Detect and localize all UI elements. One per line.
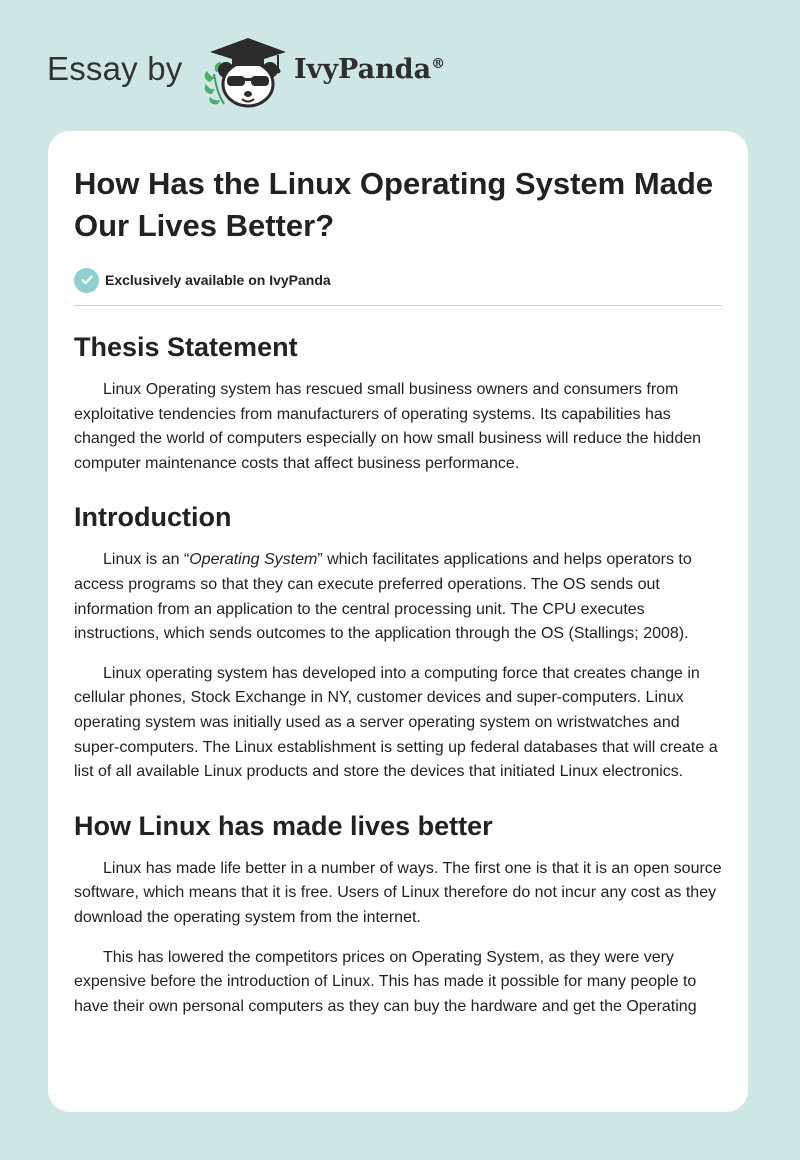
article-title: How Has the Linux Operating System Made Our Lives Better? — [74, 166, 714, 243]
ivypanda-logo-icon[interactable] — [202, 34, 292, 110]
checkmark-icon — [74, 268, 99, 293]
emphasis-text: Operating System — [189, 551, 318, 569]
paragraph: Linux Operating system has rescued small business owners and consumers from exploitative tendencies from manufacturers of operating systems. Its capabilities has changed the world of computers especially on how small business will reduce the hidden computer maintenance costs that affect business performance. — [74, 381, 702, 472]
brand-name[interactable]: IvyPanda® — [294, 54, 446, 85]
section-heading-linux-benefits: How Linux has made lives better — [74, 810, 493, 841]
paragraph: Linux has made life better in a number of ways. The first one is that it is an open source software, which means that it is free. Users of Linux therefore do not incur any cost as they download the operating system from the internet. — [74, 859, 722, 926]
paragraph: This has lowered the competitors prices on Operating System, as they were very expensive before the introduction of Linux. This has made it possible for many people to have their own personal computers as they can buy the hardware and get the Operating — [74, 948, 697, 1015]
essay-by-label: Essay by — [47, 50, 183, 87]
paragraph: Linux is an “Operating System” which facilitates applications and helps operators to access programs so that they can execute preferred operations. The OS sends out information from an application to the central processing unit. The CPU executes instructions, which sends outcomes to the application through the OS (Stallings; 2008). — [74, 551, 692, 643]
registered-mark: ® — [431, 56, 446, 72]
divider — [74, 305, 722, 306]
section-heading-thesis: Thesis Statement — [74, 332, 298, 362]
exclusive-badge — [74, 267, 722, 293]
exclusive-badge-label: Exclusively available on IvyPanda — [105, 272, 331, 288]
article-card — [48, 131, 748, 1112]
paragraph: Linux operating system has developed into a computing force that creates change in cellular phones, Stock Exchange in NY, customer devices and super-computers. Linux operating system was initially used as a server operating system on wristwatches and super-computers. The Linux establishment is setting up federal databases that will create a list of all available Linux products and store the devices that initiated Linux electronics. — [74, 664, 718, 781]
site-header — [47, 30, 507, 110]
section-heading-introduction: Introduction — [74, 502, 232, 533]
